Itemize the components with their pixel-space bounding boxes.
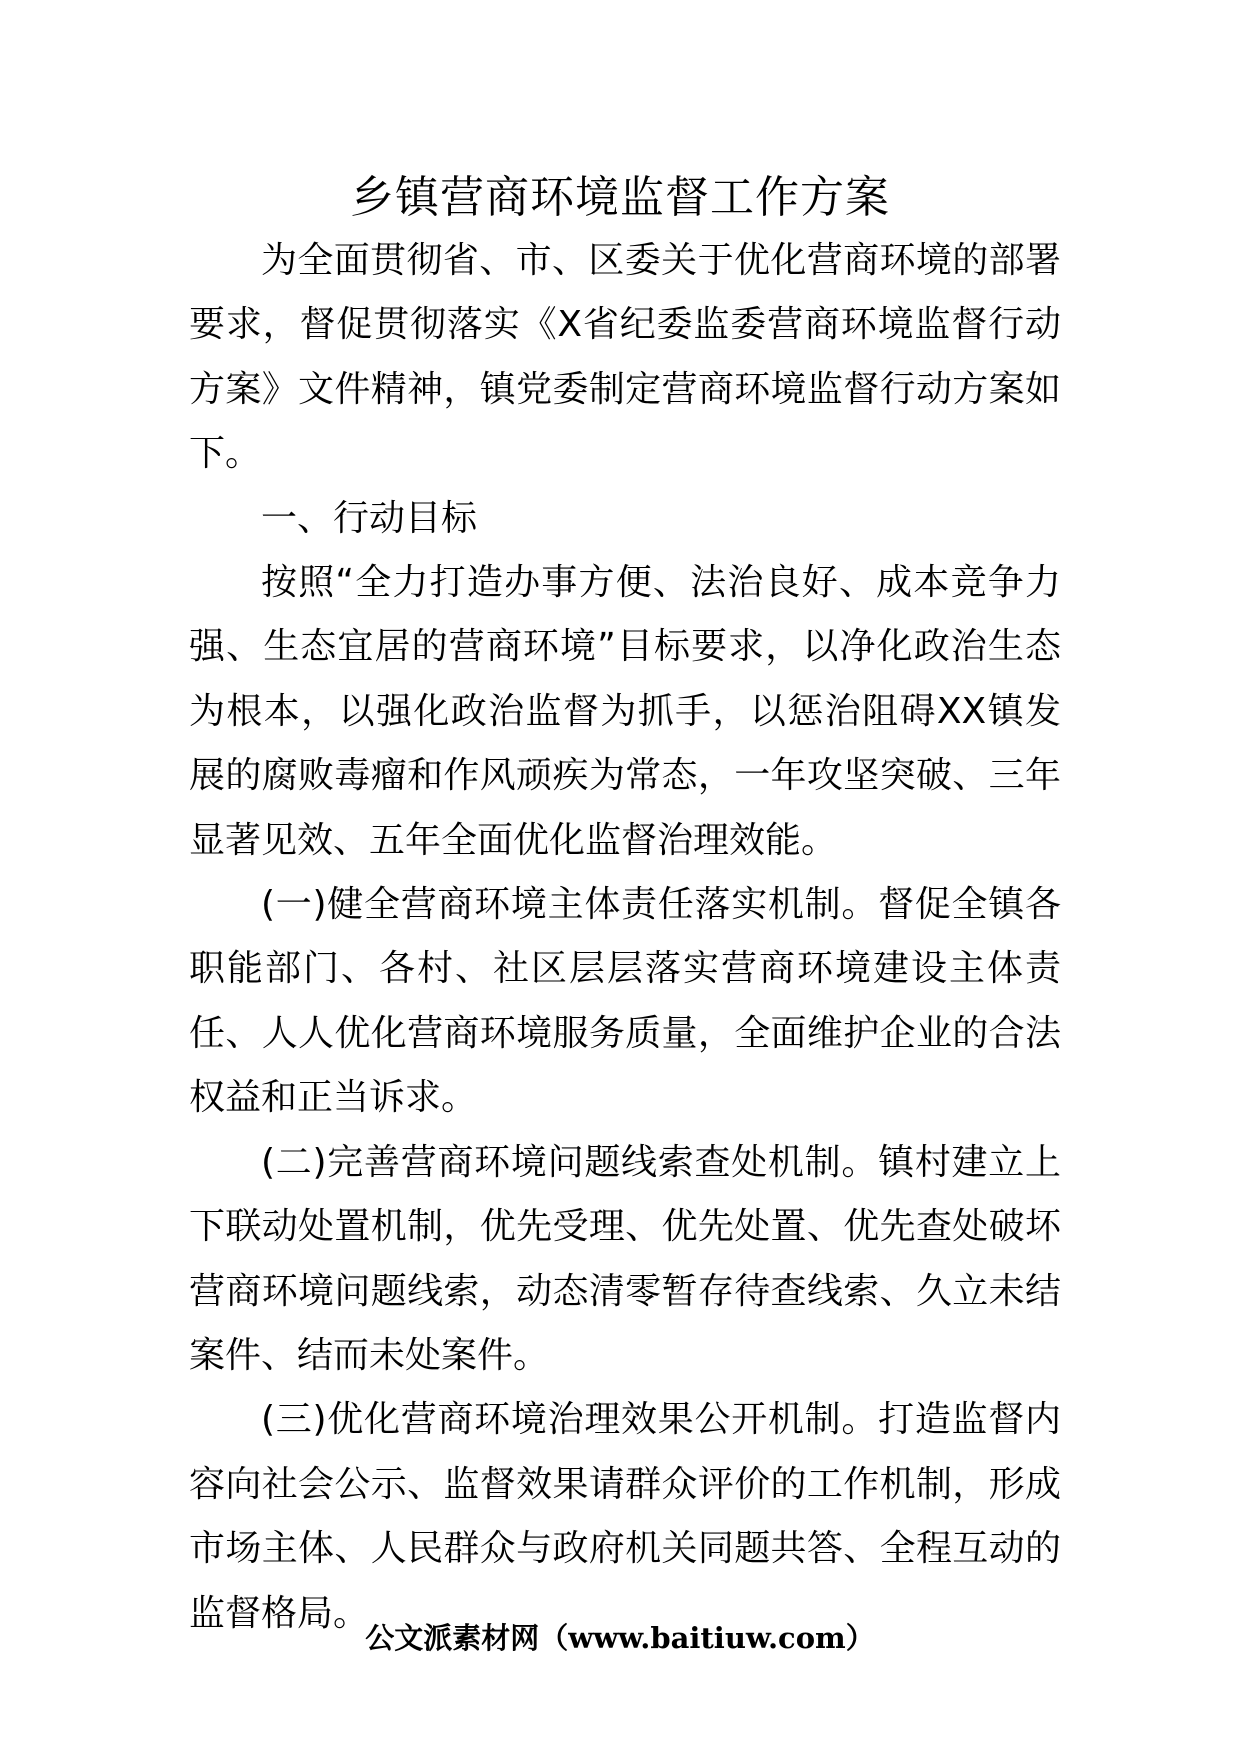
item-paragraph-3: (三)优化营商环境治理效果公开机制。打造监督内容向社会公示、监督效果请群众评价的工作机制，形成市场主体、人民群众与政府机关同题共答、全程互动的监督格局。: [189, 1399, 1061, 1634]
item-paragraph-2: (二)完善营商环境问题线索查处机制。镇村建立上下联动处置机制，优先受理、优先处置、优先查处破坏营商环境问题线索，动态清零暂存待查线索、久立未结案件、结而未处案件。: [189, 1141, 1061, 1376]
document-title: 乡镇营商环境监督工作方案: [350, 172, 890, 223]
source-footer: 公文派素材网（www.baitiuw.com）: [365, 1621, 875, 1655]
intro-paragraph: 为全面贯彻省、市、区委关于优化营商环境的部署要求，督促贯彻落实《X省纪委监委营商环境监督行动方案》文件精神，镇党委制定营商环境监督行动方案如下。: [189, 240, 1061, 475]
document-body: [189, 229, 1061, 1646]
section-heading-goals: 一、行动目标: [261, 497, 478, 539]
item-paragraph-1: (一)健全营商环境主体责任落实机制。督促全镇各职能部门、各村、社区层层落实营商环境建设主体责任、人人优化营商环境服务质量，全面维护企业的合法权益和正当诉求。: [189, 884, 1061, 1119]
goals-paragraph: 按照“全力打造办事方便、法治良好、成本竞争力强、生态宜居的营商环境”目标要求，以净化政治生态为根本，以强化政治监督为抓手，以惩治阻碍XX镇发展的腐败毒瘤和作风顽疾为常态，一年攻坚突破、三年显著见效、五年全面优化监督治理效能。: [189, 562, 1061, 861]
